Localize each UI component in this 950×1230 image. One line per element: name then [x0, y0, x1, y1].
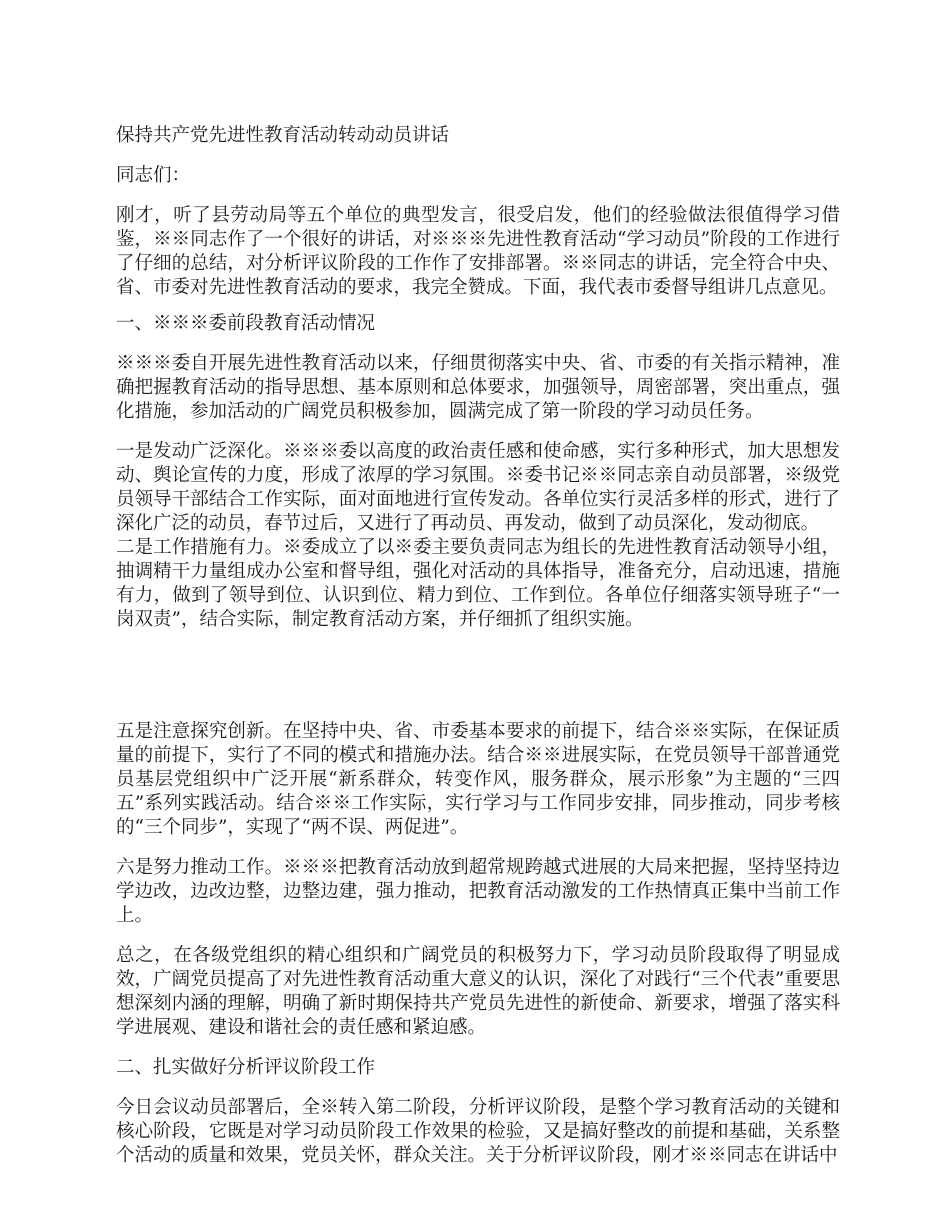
- section-heading-1: 一、※※※委前段教育活动情况: [116, 313, 376, 334]
- paragraph-stage-two: 今日会议动员部署后，全※转入第二阶段，分析评议阶段，是整个学习教育活动的关键和核心阶段，它既是对学习动员阶段工作效果的检验，又是搞好整改的前提和基础，关系整个活动的质量和效果，党员关怀，群众关注。关于分析评议阶段，刚才※※同志在讲话中: [116, 1097, 840, 1166]
- document-body: [116, 124, 840, 1168]
- paragraph-point-5: 五是注意探究创新。在坚持中央、省、市委基本要求的前提下，结合※※实际，在保证质量的前提下，实行了不同的模式和措施办法。结合※※进展实际，在党员领导干部普通党员基层党组织中广泛开展“新系群众，转变作风，服务群众，展示形象”为主题的“三四五”系列实践活动。结合※※工作实际，实行学习与工作同步安排，同步推动，同步考核的“三个同步”，实现了“两不误、两促进”。: [116, 721, 840, 838]
- paragraph-summary: 总之，在各级党组织的精心组织和广阔党员的积极努力下，学习动员阶段取得了明显成效，广阔党员提高了对先进性教育活动重大意义的认识，深化了对践行“三个代表”重要思想深刻内涵的理解，明确了新时期保持共产党员先进性的新使命、新要求，增强了落实科学进展观、建设和谐社会的责任感和紧迫感。: [116, 945, 840, 1038]
- paragraph-point-6: 六是努力推动工作。※※※把教育活动放到超常规跨越式进展的大局来把握，坚持坚持边学边改，边改边整，边整边建，强力推动，把教育活动激发的工作热情真正集中当前工作上。: [116, 857, 840, 926]
- paragraph-point-2: 二是工作措施有力。※委成立了以※委主要负责同志为组长的先进性教育活动领导小组，抽调精干力量组成办公室和督导组，强化对活动的具体指导，准备充分，启动迅速，措施有力，做到了领导到位、认识到位、精力到位、工作到位。各单位仔细落实领导班子“一岗双责”，结合实际，制定教育活动方案，并仔细抓了组织实施。: [116, 537, 840, 630]
- salutation: 同志们：: [116, 165, 191, 186]
- paragraph-overview: ※※※委自开展先进性教育活动以来，仔细贯彻落实中央、省、市委的有关指示精神，准确把握教育活动的指导思想、基本原则和总体要求，加强领导，周密部署，突出重点，强化措施，参加活动的广阔党员积极参加，圆满完成了第一阶段的学习动员任务。: [116, 353, 840, 422]
- document-title: 保持共产党先进性教育活动转动动员讲话: [116, 125, 450, 146]
- paragraph-intro: 刚才，听了县劳动局等五个单位的典型发言，很受启发，他们的经验做法很值得学习借鉴，※※同志作了一个很好的讲话，对※※※先进性教育活动“学习动员”阶段的工作进行了仔细的总结，对分析评议阶段的工作作了安排部署。※※同志的讲话，完全符合中央、省、市委对先进性教育活动的要求，我完全赞成。下面，我代表市委督导组讲几点意见。: [116, 205, 840, 298]
- section-heading-2: 二、扎实做好分析评议阶段工作: [116, 1057, 376, 1078]
- paragraph-point-1: 一是发动广泛深化。※※※委以高度的政治责任感和使命感，实行多种形式，加大思想发动、舆论宣传的力度，形成了浓厚的学习氛围。※委书记※※同志亲自动员部署，※级党员领导干部结合工作实际，面对面地进行宣传发动。各单位实行灵活多样的形式，进行了深化广泛的动员，春节过后，又进行了再动员、再发动，做到了动员深化，发动彻底。: [116, 441, 840, 534]
